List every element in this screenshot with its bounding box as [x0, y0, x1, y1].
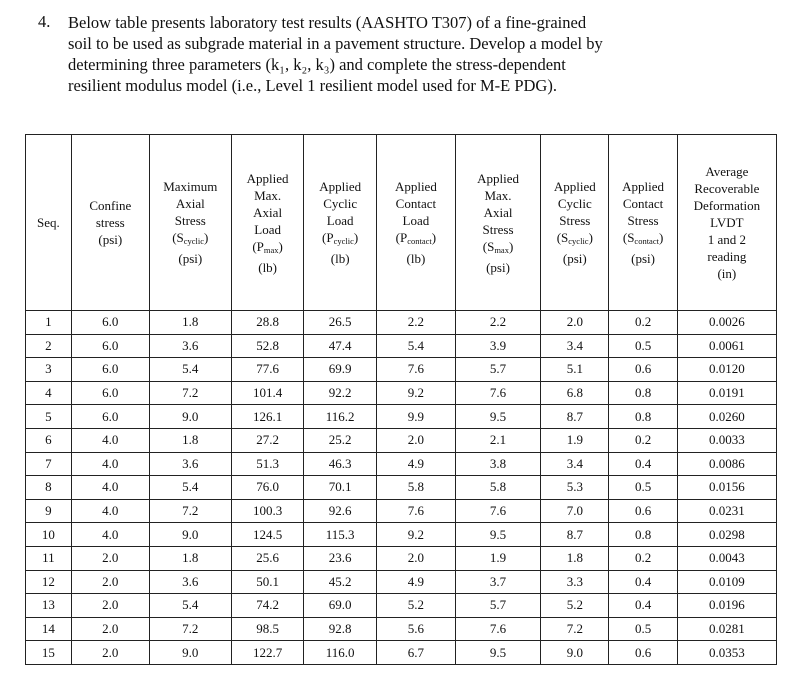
table-cell: 2 [26, 334, 72, 358]
table-cell: 0.0033 [677, 428, 776, 452]
table-cell: 9.0 [149, 641, 231, 665]
column-header-line: (lb) [406, 251, 426, 266]
table-cell: 5.4 [149, 594, 231, 618]
table-cell: 115.3 [304, 523, 377, 547]
table-cell: 0.0109 [677, 570, 776, 594]
table-cell: 0.5 [609, 617, 677, 641]
column-header-line: (psi) [562, 251, 587, 266]
table-cell: 3.7 [455, 570, 540, 594]
table-cell: 101.4 [231, 381, 304, 405]
table-cell: 2.1 [455, 428, 540, 452]
table-cell: 0.0086 [677, 452, 776, 476]
table-cell: 9.0 [149, 523, 231, 547]
table-cell: 9.5 [455, 523, 540, 547]
table-cell: 1.8 [149, 546, 231, 570]
table-cell: 77.6 [231, 358, 304, 382]
table-cell: 28.8 [231, 311, 304, 335]
column-header-line: Confine [89, 198, 132, 213]
column-header-line: $(P_{contact})$ [395, 230, 437, 246]
column-header-line: Max. [254, 187, 282, 203]
table-cell: 5.4 [376, 334, 455, 358]
table-row [26, 381, 777, 405]
table-row [26, 358, 777, 382]
column-header [609, 135, 677, 311]
column-header-line: Stress [174, 213, 206, 228]
table-cell: 7.2 [541, 617, 609, 641]
table-cell: 0.0231 [677, 499, 776, 523]
table-cell: 3 [26, 358, 72, 382]
column-header-line: $(S_{cyclic})$ [556, 230, 593, 246]
table-cell: 9.2 [376, 523, 455, 547]
table-cell: 1.8 [541, 546, 609, 570]
table-cell: 4.0 [71, 452, 149, 476]
column-header-line: Max. [484, 187, 512, 203]
table-cell: 2.0 [71, 570, 149, 594]
table-row [26, 570, 777, 594]
table-cell: 4.0 [71, 523, 149, 547]
column-header-line: (lb) [258, 259, 278, 275]
table-cell: 8.7 [541, 405, 609, 429]
table-row [26, 452, 777, 476]
column-header-line: Load [326, 213, 354, 228]
column-header-subscript: cyclic [568, 236, 589, 246]
table-cell: 5 [26, 405, 72, 429]
column-header-subscript: contact [634, 236, 659, 246]
table-cell: 0.0120 [677, 358, 776, 382]
table-cell: 52.8 [231, 334, 304, 358]
column-header-subscript: max [263, 244, 279, 255]
table-cell: 11 [26, 546, 72, 570]
table-cell: 4.0 [71, 476, 149, 500]
column-header-line: (psi) [178, 251, 203, 266]
table-cell: 6.7 [376, 641, 455, 665]
table-cell: 7.6 [376, 358, 455, 382]
column-header-line: Stress [559, 213, 591, 228]
table-cell: 51.3 [231, 452, 304, 476]
table-cell: 1.8 [149, 428, 231, 452]
column-header-line: Axial [483, 204, 513, 220]
column-header-line: $(P_{max})$ [252, 238, 283, 255]
table-body [26, 311, 777, 665]
column-header [304, 135, 377, 311]
column-header-line: (lb) [330, 251, 350, 266]
column-header-line: Load [402, 213, 430, 228]
table-cell: 1.9 [541, 428, 609, 452]
column-header-line: Deformation [693, 198, 761, 213]
table-cell: 9.5 [455, 405, 540, 429]
resilient-modulus-test-table [25, 134, 777, 665]
table-cell: 5.8 [455, 476, 540, 500]
table-cell: 23.6 [304, 546, 377, 570]
table-header-row [26, 135, 777, 311]
column-header-line: (psi) [631, 251, 655, 266]
table-row [26, 523, 777, 547]
table-cell: 0.0156 [677, 476, 776, 500]
column-header-line: $(S_{max})$ [482, 238, 514, 255]
table-cell: 7.6 [455, 381, 540, 405]
table-cell: 0.0191 [677, 381, 776, 405]
column-header [541, 135, 609, 311]
table-cell: 7.2 [149, 381, 231, 405]
table-cell: 124.5 [231, 523, 304, 547]
column-header-line: Load [254, 221, 281, 237]
table-cell: 3.3 [541, 570, 609, 594]
table-cell: 6.0 [71, 358, 149, 382]
table-cell: 3.6 [149, 334, 231, 358]
table-cell: 3.8 [455, 452, 540, 476]
table-cell: 8.7 [541, 523, 609, 547]
table-cell: 3.9 [455, 334, 540, 358]
table-cell: 6.0 [71, 311, 149, 335]
table-cell: 6.0 [71, 405, 149, 429]
table-cell: 3.4 [541, 334, 609, 358]
table-cell: 0.2 [609, 546, 677, 570]
table-cell: 9.5 [455, 641, 540, 665]
table-cell: 0.0196 [677, 594, 776, 618]
table-cell: 14 [26, 617, 72, 641]
table-cell: 12 [26, 570, 72, 594]
column-header-subscript: cyclic [333, 236, 354, 246]
table-cell: 47.4 [304, 334, 377, 358]
table-row [26, 405, 777, 429]
column-header-line: (psi) [98, 232, 123, 247]
table-cell: 76.0 [231, 476, 304, 500]
table-cell: 0.0026 [677, 311, 776, 335]
column-header-line: Contact [395, 196, 437, 211]
column-header-line: Applied [394, 179, 437, 194]
table-cell: 0.6 [609, 358, 677, 382]
column-header-line: reading [707, 249, 747, 264]
column-header-line: Applied [246, 170, 289, 186]
table-cell: 5.2 [541, 594, 609, 618]
table-cell: 5.7 [455, 358, 540, 382]
table-cell: 5.4 [149, 476, 231, 500]
column-header [26, 135, 72, 311]
table-cell: 69.9 [304, 358, 377, 382]
question-number: 4. [38, 12, 51, 31]
table-cell: 3.6 [149, 570, 231, 594]
table-row [26, 617, 777, 641]
column-header-line: $(S_{contact})$ [622, 230, 664, 246]
column-header-line: Axial [253, 204, 283, 220]
column-header-line: $(S_{cyclic})$ [172, 230, 209, 246]
table-cell: 4.9 [376, 570, 455, 594]
table-row [26, 594, 777, 618]
table-cell: 2.0 [71, 641, 149, 665]
table-cell: 0.5 [609, 476, 677, 500]
table-row [26, 499, 777, 523]
table-cell: 122.7 [231, 641, 304, 665]
table-cell: 27.2 [231, 428, 304, 452]
table-row [26, 311, 777, 335]
table-cell: 0.2 [609, 428, 677, 452]
table-cell: 13 [26, 594, 72, 618]
table-cell: 25.6 [231, 546, 304, 570]
question-line: determining three parameters (k₁, k₂, k₃) and complete the stress-dependent [68, 55, 566, 74]
table-cell: 2.2 [455, 311, 540, 335]
table-cell: 9.0 [149, 405, 231, 429]
column-header-subscript: cyclic [183, 236, 205, 246]
table-cell: 7.2 [149, 617, 231, 641]
table-cell: 5.4 [149, 358, 231, 382]
table-cell: 2.0 [71, 546, 149, 570]
table-cell: 10 [26, 523, 72, 547]
table-row [26, 428, 777, 452]
table-row [26, 334, 777, 358]
table-cell: 9.2 [376, 381, 455, 405]
table-cell: 0.8 [609, 523, 677, 547]
table-cell: 2.0 [376, 428, 455, 452]
table-cell: 69.0 [304, 594, 377, 618]
column-header-line: (in) [717, 266, 737, 281]
column-header-line: stress [95, 215, 125, 230]
table-cell: 0.0043 [677, 546, 776, 570]
table-cell: 0.4 [609, 570, 677, 594]
column-header-line: Cyclic [557, 196, 592, 211]
table-cell: 92.2 [304, 381, 377, 405]
table-cell: 50.1 [231, 570, 304, 594]
table-cell: 6.8 [541, 381, 609, 405]
table-cell: 7.6 [455, 617, 540, 641]
column-header-subscript: contact [407, 236, 432, 246]
column-header [71, 135, 149, 311]
column-header-line: 1 and 2 [707, 232, 746, 247]
table-cell: 7.2 [149, 499, 231, 523]
table-cell: 5.1 [541, 358, 609, 382]
column-header-line: Axial [175, 196, 205, 211]
column-header-line: Contact [622, 196, 664, 211]
table-cell: 4 [26, 381, 72, 405]
table-cell: 9.9 [376, 405, 455, 429]
table-cell: 7.6 [455, 499, 540, 523]
table-row [26, 546, 777, 570]
table-cell: 2.2 [376, 311, 455, 335]
table-cell: 5.2 [376, 594, 455, 618]
table-cell: 7.6 [376, 499, 455, 523]
table-cell: 116.2 [304, 405, 377, 429]
column-header [376, 135, 455, 311]
column-header [149, 135, 231, 311]
table-cell: 0.0260 [677, 405, 776, 429]
column-header [677, 135, 776, 311]
table-cell: 7.0 [541, 499, 609, 523]
table-cell: 2.0 [71, 617, 149, 641]
table-cell: 0.5 [609, 334, 677, 358]
table-cell: 5.7 [455, 594, 540, 618]
question-line: Below table presents laboratory test results (AASHTO T307) of a fine-grained [68, 13, 587, 32]
column-header-line: LVDT [710, 215, 744, 230]
column-header-line: Seq. [37, 215, 60, 230]
column-header-line: Applied [477, 170, 519, 186]
table-cell: 0.4 [609, 594, 677, 618]
table-cell: 4.0 [71, 428, 149, 452]
column-header-line: Stress [482, 221, 514, 237]
table-cell: 0.0353 [677, 641, 776, 665]
table-cell: 4.0 [71, 499, 149, 523]
column-header-line: Applied [553, 179, 596, 194]
column-header-line: (psi) [486, 259, 510, 275]
table-cell: 3.4 [541, 452, 609, 476]
column-header-line: Stress [627, 213, 659, 228]
table-cell: 46.3 [304, 452, 377, 476]
table-cell: 4.9 [376, 452, 455, 476]
column-header [231, 135, 304, 311]
table-cell: 7 [26, 452, 72, 476]
table-cell: 2.0 [376, 546, 455, 570]
column-header-line: Maximum [163, 179, 218, 194]
table-cell: 0.2 [609, 311, 677, 335]
column-header-line: Average [705, 164, 749, 179]
table-cell: 2.0 [541, 311, 609, 335]
table-cell: 98.5 [231, 617, 304, 641]
question-line: resilient modulus model (i.e., Level 1 resilient model used for M-E PDG). [68, 76, 557, 95]
column-header [455, 135, 540, 311]
column-header-line: $(P_{cyclic})$ [322, 230, 359, 246]
column-header-line: Applied [319, 179, 362, 194]
table-cell: 0.6 [609, 641, 677, 665]
table-cell: 0.4 [609, 452, 677, 476]
table-cell: 0.8 [609, 405, 677, 429]
table-row [26, 476, 777, 500]
table-cell: 0.0298 [677, 523, 776, 547]
table-cell: 3.6 [149, 452, 231, 476]
column-header-subscript: max [494, 244, 509, 255]
table-cell: 1.8 [149, 311, 231, 335]
table-cell: 5.8 [376, 476, 455, 500]
column-header-line: Cyclic [323, 196, 358, 211]
table-cell: 1 [26, 311, 72, 335]
table-cell: 26.5 [304, 311, 377, 335]
table-cell: 92.6 [304, 499, 377, 523]
table-row [26, 641, 777, 665]
table-cell: 92.8 [304, 617, 377, 641]
table-cell: 0.8 [609, 381, 677, 405]
table-cell: 0.6 [609, 499, 677, 523]
table-cell: 15 [26, 641, 72, 665]
table-cell: 116.0 [304, 641, 377, 665]
column-header-line: Recoverable [694, 181, 760, 196]
table-cell: 5.3 [541, 476, 609, 500]
table-cell: 45.2 [304, 570, 377, 594]
table-cell: 126.1 [231, 405, 304, 429]
table-cell: 2.0 [71, 594, 149, 618]
question-line: soil to be used as subgrade material in a pavement structure. Develop a model by [68, 34, 603, 53]
table-cell: 6.0 [71, 381, 149, 405]
table-cell: 8 [26, 476, 72, 500]
question-text [68, 12, 768, 96]
table-cell: 74.2 [231, 594, 304, 618]
column-header-line: Applied [622, 179, 665, 194]
table-cell: 6 [26, 428, 72, 452]
table-cell: 0.0061 [677, 334, 776, 358]
table-cell: 6.0 [71, 334, 149, 358]
table-cell: 25.2 [304, 428, 377, 452]
table-cell: 9 [26, 499, 72, 523]
table-cell: 5.6 [376, 617, 455, 641]
table-cell: 70.1 [304, 476, 377, 500]
table-cell: 0.0281 [677, 617, 776, 641]
table-cell: 9.0 [541, 641, 609, 665]
table-cell: 1.9 [455, 546, 540, 570]
table-cell: 100.3 [231, 499, 304, 523]
